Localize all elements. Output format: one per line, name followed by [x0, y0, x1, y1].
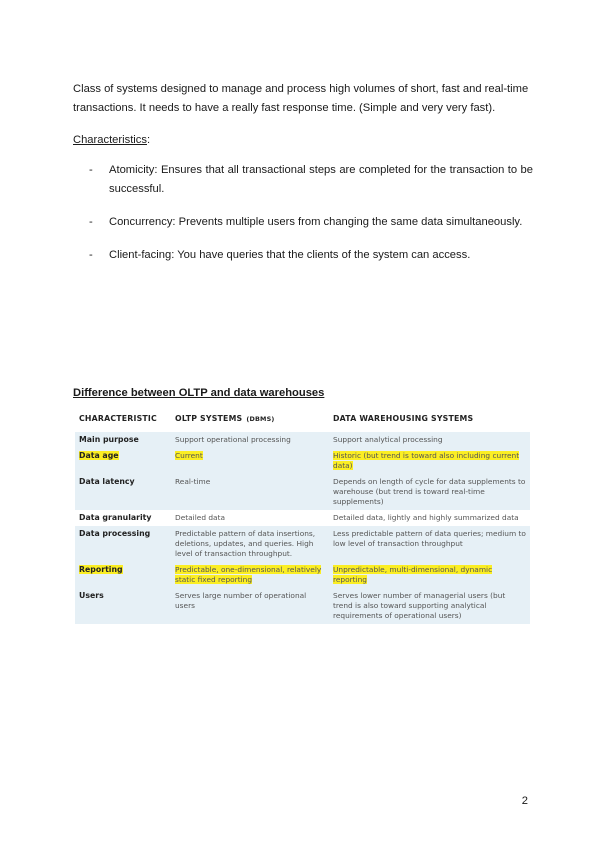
row-label: Main purpose: [75, 432, 171, 448]
row-label: Data processing: [75, 526, 171, 562]
row-label-highlighted: [75, 562, 171, 588]
row-label: Data granularity: [79, 513, 152, 522]
dash-bullet-icon: -: [89, 164, 93, 176]
difference-heading: Difference between OLTP and data warehouses: [73, 387, 325, 399]
term-description: : You have queries that the clients of the system can access.: [171, 249, 471, 261]
term-description: : Prevents multiple users from changing the same data simultaneously.: [172, 216, 523, 228]
table-row: [75, 562, 530, 588]
table-row: [75, 474, 530, 510]
characteristics-heading-text: Characteristics: [73, 134, 147, 146]
characteristics-heading: [73, 134, 150, 146]
intro-paragraph: Class of systems designed to manage and process high volumes of short, fast and real-time transactions. It needs to have a really fast response time. (Simple and very very fast).: [73, 83, 529, 114]
highlighted-text: Reporting: [79, 565, 123, 574]
dw-cell: Serves lower number of managerial users (but trend is also toward supporting analytical requirements of operational users): [329, 588, 530, 624]
table-row: [75, 588, 530, 624]
term-description: : Ensures that all transactional steps are completed for the transaction to be successful.: [109, 164, 533, 195]
header-characteristic: CHARACTERISTIC: [75, 408, 171, 432]
row-label-highlighted: [75, 448, 171, 474]
comparison-table: [75, 408, 530, 624]
characteristics-list: [73, 161, 533, 265]
table-row: [75, 510, 530, 526]
term-client-facing: Client-facing: [109, 249, 172, 261]
oltp-cell: Real-time: [171, 474, 329, 510]
row-label: Data latency: [75, 474, 171, 510]
oltp-cell: Predictable pattern of data insertions, deletions, updates, and queries. High level of transaction throughput.: [171, 526, 329, 562]
highlighted-text: Historic (but trend is toward also including current data): [333, 451, 520, 470]
highlighted-text: Predictable, one-dimensional, relatively static fixed reporting: [175, 565, 322, 584]
oltp-cell: Detailed data: [175, 513, 226, 522]
header-oltp-label: OLTP SYSTEMS: [175, 414, 243, 423]
highlighted-text: Current: [175, 451, 203, 460]
term-concurrency: Concurrency: [109, 216, 173, 228]
list-item: [73, 213, 533, 232]
oltp-cell: Support operational processing: [171, 432, 329, 448]
oltp-cell-highlighted: [171, 562, 329, 588]
header-data-warehouse: DATA WAREHOUSING SYSTEMS: [329, 408, 530, 432]
table-row: [75, 432, 530, 448]
dash-bullet-icon: -: [89, 249, 93, 261]
term-atomicity: Atomicity: [109, 164, 155, 176]
row-label: Users: [75, 588, 171, 624]
highlighted-text: Unpredictable, multi-dimensional, dynamic reporting: [333, 565, 493, 584]
dash-bullet-icon: -: [89, 216, 93, 228]
oltp-cell-highlighted: [171, 448, 329, 474]
dw-cell: Detailed data, lightly and highly summarized data: [333, 513, 519, 522]
table-row: [75, 448, 530, 474]
list-item: [73, 246, 533, 265]
list-item: [73, 161, 533, 199]
dw-cell: Depends on length of cycle for data supplements to warehouse (but trend is toward real-time supplements): [329, 474, 530, 510]
oltp-cell: Serves large number of operational users: [171, 588, 329, 624]
dw-cell-highlighted: [329, 562, 530, 588]
highlighted-text: Data age: [79, 451, 119, 460]
header-oltp: [171, 408, 329, 432]
header-oltp-note: (DBMS): [246, 415, 275, 423]
page-number: 2: [521, 795, 528, 807]
dw-cell-highlighted: [329, 448, 530, 474]
dw-cell: Less predictable pattern of data queries; medium to low level of transaction throughput: [329, 526, 530, 562]
table-header-row: [75, 408, 530, 432]
dw-cell: Support analytical processing: [329, 432, 530, 448]
table-row: [75, 526, 530, 562]
characteristics-heading-colon: :: [146, 134, 151, 146]
